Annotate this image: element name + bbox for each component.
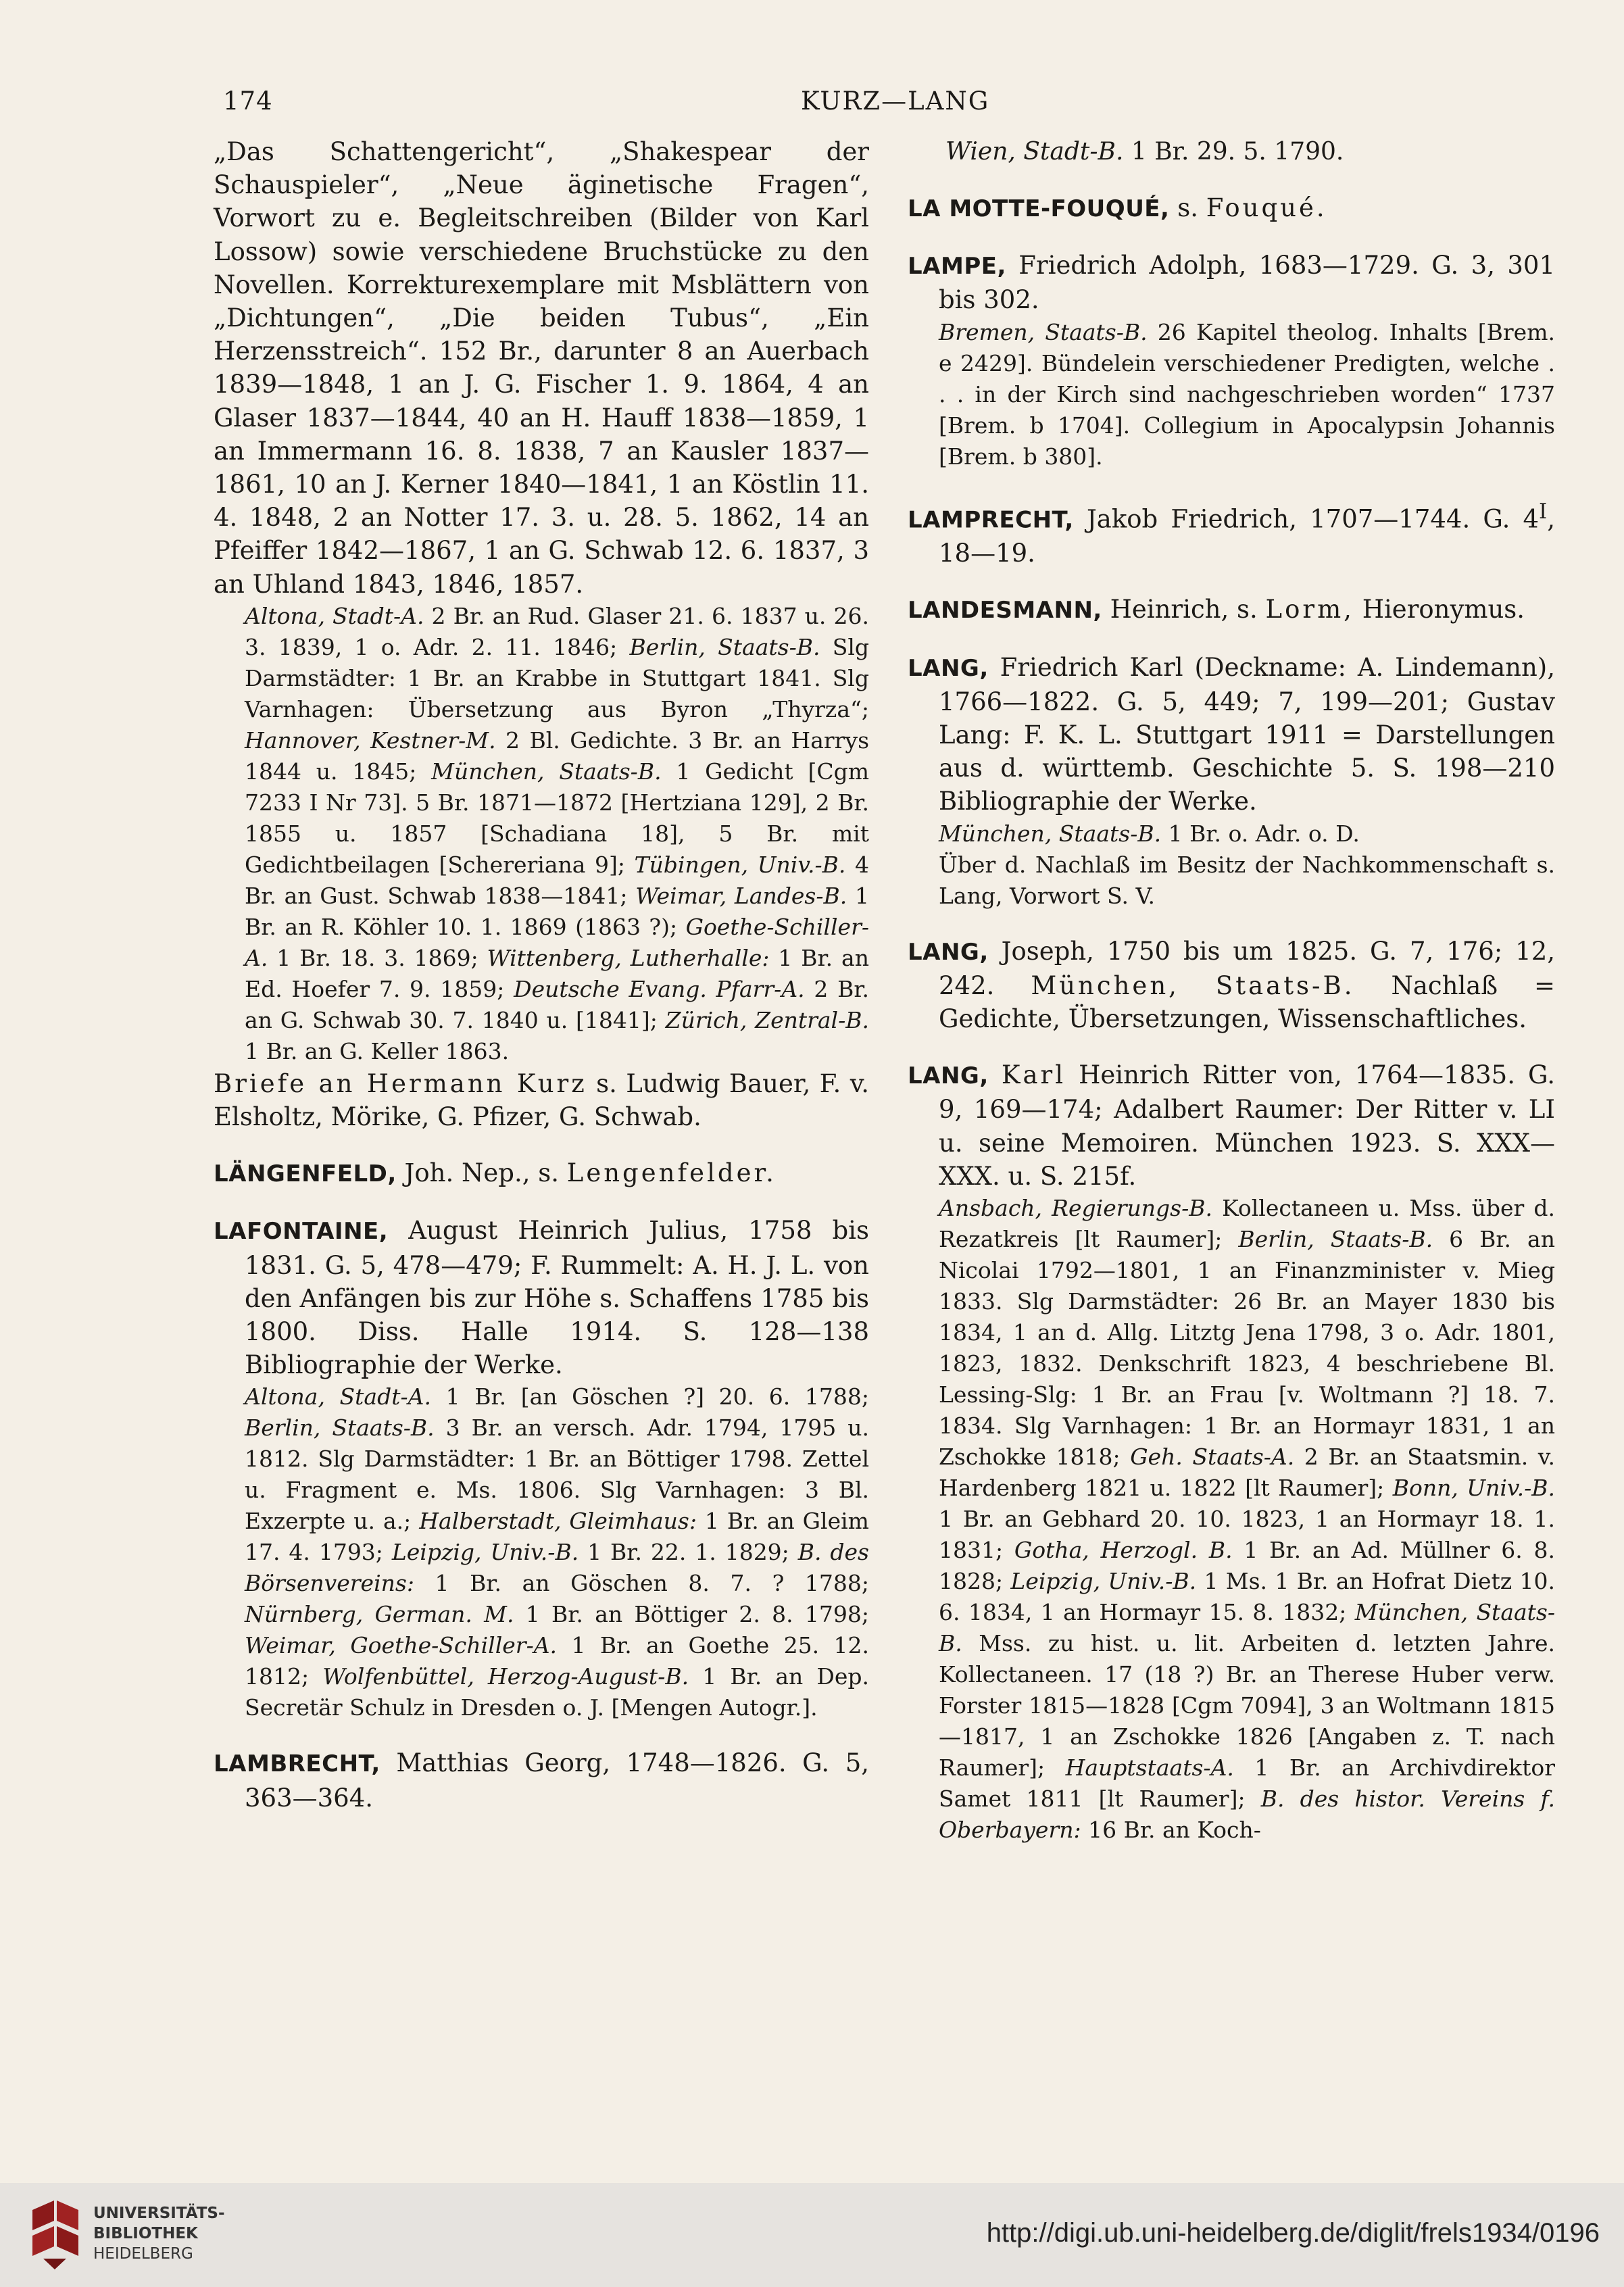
entry-lang-karl-heinrich: LANG, Karl Heinrich Ritter von, 1764—1835. G. 9, 169—174; Adalbert Raumer: Der Ritter v. LI u. seine Memoiren. München 1923. S. XXX—XXX. u. S. 215f. <box>908 1060 1555 1191</box>
lampe-archive-note: Bremen, Staats-B. 26 Kapitel theolog. Inhalts [Brem. e 2429]. Bündelein verschiedener Predigten, welche . . . in der Kirch sind nachgeschrieben worden“ 1737 [Brem. b 1704]. Collegium in Apocalypsin Johannis [Brem. b 380]. <box>939 318 1555 470</box>
kurz-entry-continuation: „Das Schattengericht“, „Shakespear der Schauspieler“, „Neue äginetische Fragen“, Vorwort zu e. Begleitschreiben (Bilder von Karl Lossow) sowie verschiedene Bruchstücke zu den Novellen. Korrekturexemplare mit Msblättern von „Dichtungen“, „Die beiden Tubus“, „Ein Herzensstreich“. 152 Br., darunter 8 an Auerbach 1839—1848, 1 an J. G. Fischer 1. 9. 1864, 4 an Glaser 1837—1844, 40 an H. Hauff 1838—1859, 1 an Immermann 16. 8. 1838, 7 an Kausler 1837—1861, 10 an J. Kerner 1840—1841, 1 an Köstlin 11. 4. 1848, 2 an Notter 17. 3. u. 28. 5. 1862, 14 an Pfeiffer 1842—1867, 1 an G. Schwab 12. 6. 1837, 3 an Uhland 1843, 1846, 1857. <box>214 137 869 599</box>
library-name-line: UNIVERSITÄTS- <box>93 2205 225 2222</box>
entry-laengenfeld: LÄNGENFELD, Joh. Nep., s. Lengenfelder. <box>214 1158 777 1188</box>
library-name-line: HEIDELBERG <box>93 2245 193 2263</box>
library-name <box>93 2203 225 2264</box>
entry-la-motte-fouque: LA MOTTE-FOUQUÉ, s. Fouqué. <box>908 193 1327 222</box>
entry-lamprecht: LAMPRECHT, Jakob Friedrich, 1707—1744. G. $4^I$, 18—19. <box>908 499 1555 568</box>
entry-lafontaine: LAFONTAINE, August Heinrich Julius, 1758 bis 1831. G. 5, 478—479; F. Rummelt: A. H. J. L. von den Anfängen bis zur Höhe s. Schaffens 1785 bis 1800. Diss. Halle 1914. S. 128—138 Bibliographie der Werke. <box>214 1216 869 1380</box>
entry-lang-joseph: LANG, Joseph, 1750 bis um 1825. G. 7, 176; 12, 242. München, Staats-B. Nachlaß = Gedichte, Übersetzungen, Wissenschaftliches. <box>908 936 1555 1033</box>
lafontaine-archive-note: Altona, Stadt-A. 1 Br. [an Göschen ?] 20. 6. 1788; Berlin, Staats-B. 3 Br. an versch. Adr. 1794, 1795 u. 1812. Slg Darmstädter: 1 Br. an Böttiger 1798. Zettel u. Fragment e. Ms. 1806. Slg Varnhagen: 3 Bl. Exzerpte u. a.; Halberstadt, Gleimhaus: 1 Br. an Gleim 17. 4. 1793; Leipzig, Univ.-B. 1 Br. 22. 1. 1829; B. des Börsenvereins: 1 Br. an Göschen 8. 7. ? 1788; Nürnberg, German. M. 1 Br. an Böttiger 2. 8. 1798; Weimar, Goethe-Schiller-A. 1 Br. an Goethe 25. 12. 1812; Wolfenbüttel, Herzog-August-B. 1 Br. an Dep. Secretär Schulz in Dresden o. J. [Mengen Autogr.]. <box>245 1383 870 1721</box>
kurz-archive-note: Altona, Stadt-A. 2 Br. an Rud. Glaser 21. 6. 1837 u. 26. 3. 1839, 1 o. Adr. 2. 11. 1846; Berlin, Staats-B. Slg Darmstädter: 1 Br. an Krabbe in Stuttgart 1841. Slg Varnhagen: Übersetzung aus Byron „Thyrza“; Hannover, Kestner-M. 2 Bl. Gedichte. 3 Br. an Harrys 1844 u. 1845; München, Staats-B. 1 Gedicht [Cgm 7233 I Nr 73]. 5 Br. 1871—1872 [Hertziana 129], 2 Br. 1855 u. 1857 [Schadiana 18], 5 Br. mit Gedichtbeilagen [Schereriana 9]; Tübingen, Univ.-B. 4 Br. an Gust. Schwab 1838—1841; Weimar, Landes-B. 1 Br. an R. Köhler 10. 1. 1869 (1863 ?); Goethe-Schiller-A. 1 Br. 18. 3. 1869; Wittenberg, Lutherhalle: 1 Br. an Ed. Hoefer 7. 9. 1859; Deutsche Evang. Pfarr-A. 2 Br. an G. Schwab 30. 7. 1840 u. [1841]; Zürich, Zentral-B. 1 Br. an G. Keller 1863. <box>245 602 870 1064</box>
entry-lampe: LAMPE, Friedrich Adolph, 1683—1729. G. 3, 301 bis 302. <box>908 251 1555 315</box>
university-library-logo-icon <box>27 2198 82 2272</box>
entry-landesmann: LANDESMANN, Heinrich, s. Lorm, Hieronymus. <box>908 595 1525 624</box>
library-name-line: BIBLIOTHEK <box>93 2225 198 2242</box>
lang-kh-archive-note: Ansbach, Regierungs-B. Kollectaneen u. Mss. über d. Rezatkreis [lt Raumer]; Berlin, Staats-B. 6 Br. an Nicolai 1792—1801, 1 an Finanzminister v. Mieg 1833. Slg Darmstädter: 26 Br. an Mayer 1830 bis 1834, 1 an d. Allg. Litztg Jena 1798, 3 o. Adr. 1801, 1823, 1832. Denkschrift 1823, 4 beschriebene Bl. Lessing-Slg: 1 Br. an Frau [v. Woltmann ?] 18. 7. 1834. Slg Varnhagen: 1 Br. an Hormayr 1831, 1 an Zschokke 1818; Geh. Staats-A. 2 Br. an Staatsmin. v. Hardenberg 1821 u. 1822 [lt Raumer]; Bonn, Univ.-B. 1 Br. an Gebhard 20. 10. 1823, 1 an Hormayr 18. 1. 1831; Gotha, Herzogl. B. 1 Br. an Ad. Müllner 6. 8. 1828; Leipzig, Univ.-B. 1 Ms. 1 Br. an Hofrat Dietz 10. 6. 1834, 1 an Hormayr 15. 8. 1832; München, Staats-B. Mss. zu hist. u. lit. Arbeiten d. letzten Jahre. Kollectaneen. 17 (18 ?) Br. an Therese Huber verw. Forster 1815—1828 [Cgm 7094], 3 an Woltmann 1815—1817, 1 an Zschokke 1826 [Angaben z. T. nach Raumer]; Hauptstaats-A. 1 Br. an Archivdirektor Samet 1811 [lt Raumer]; B. des histor. Vereins f. Oberbayern: 16 Br. an Koch- <box>939 1194 1556 1843</box>
lang-fk-archive-note: München, Staats-B. 1 Br. o. Adr. o. D. <box>939 820 1360 847</box>
kurz-archive-note-end: Wien, Stadt-B. 1 Br. 29. 5. 1790. <box>945 138 1344 166</box>
running-title: KURZ—LANG <box>801 87 990 116</box>
digitization-footer <box>0 2183 1624 2287</box>
kurz-cross-reference: Briefe an Hermann Kurz s. Ludwig Bauer, F. v. Elsholtz, Mörike, G. Pfizer, G. Schwab. <box>214 1068 869 1132</box>
right-column <box>908 135 1555 1846</box>
entry-lambrecht: LAMBRECHT, Matthias Georg, 1748—1826. G. 5, 363—364. <box>214 1748 869 1813</box>
entry-lang-friedrich-karl: LANG, Friedrich Karl (Deckname: A. Lindemann), 1766—1822. G. 5, 449; 7, 199—201; Gustav Lang: F. K. L. Stuttgart 1911 = Darstellungen aus d. württemb. Geschichte 5. S. 198—210 Bibliographie der Werke. <box>908 652 1555 816</box>
page-number: 174 <box>223 87 273 116</box>
source-url-link[interactable]: http://digi.ub.uni-heidelberg.de/diglit/frels1934/0196 <box>986 2218 1600 2248</box>
left-column <box>214 135 869 1815</box>
lang-fk-estate-note: Über d. Nachlaß im Besitz der Nachkommenschaft s. Lang, Vorwort S. V. <box>939 851 1555 909</box>
